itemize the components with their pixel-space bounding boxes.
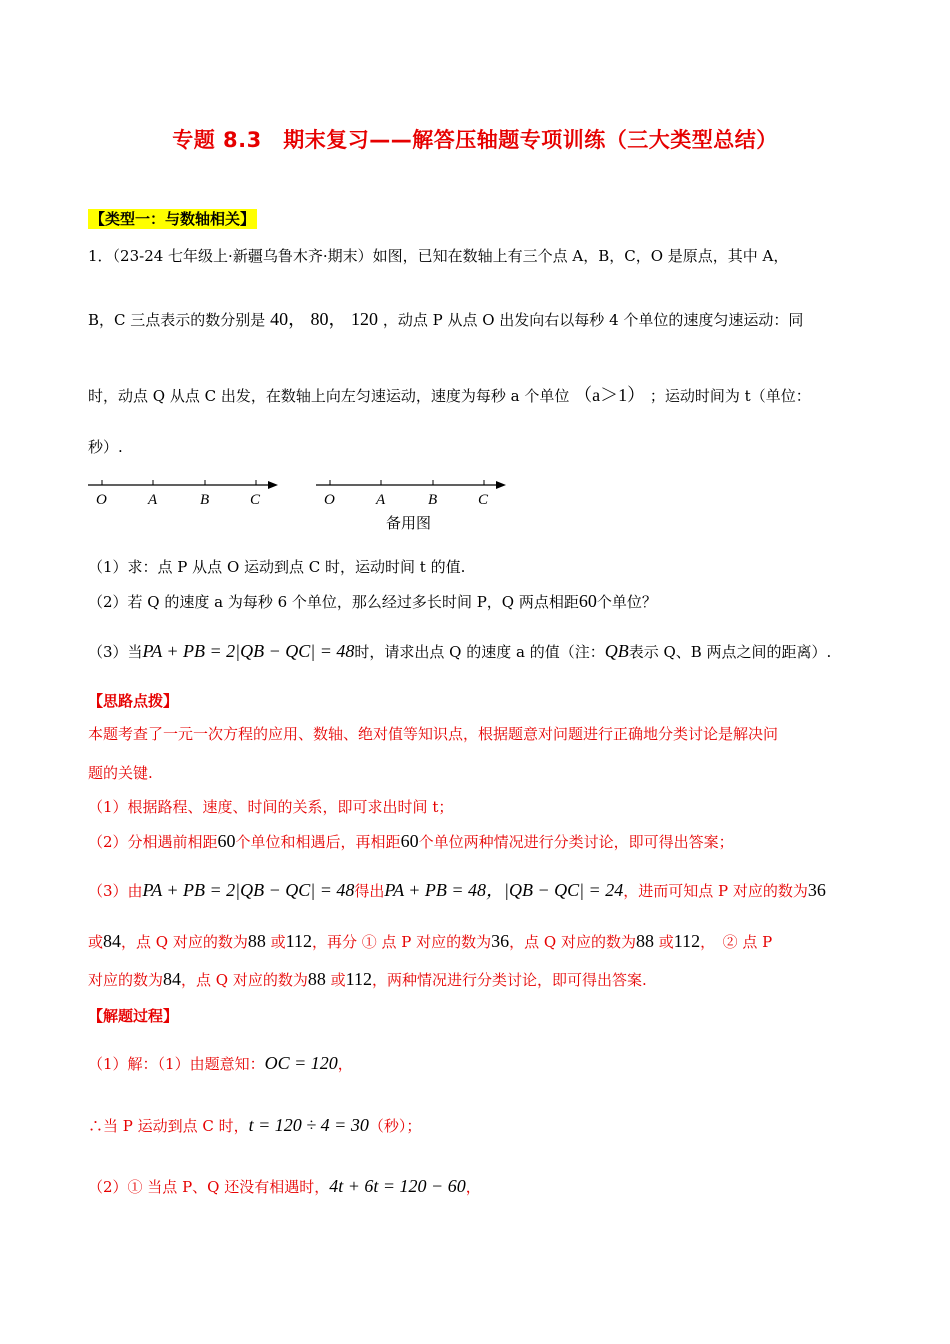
hint-value: 36	[491, 931, 510, 951]
problem-line-3	[88, 384, 811, 407]
question-value: 60	[578, 591, 597, 611]
solution-line-2	[88, 1114, 421, 1137]
hint-step-3	[88, 879, 826, 902]
problem-text: ；运动时间为 t（单位：	[649, 387, 811, 405]
problem-line-2	[88, 308, 803, 331]
hint-text: ，两种情况进行分类讨论，即可得出答案.	[371, 971, 647, 989]
figure-caption: 备用图	[386, 514, 432, 532]
hint-value: 112	[673, 931, 701, 951]
label-o: O	[96, 492, 107, 508]
hint-text: （3）由	[88, 882, 143, 900]
question-2	[88, 590, 657, 613]
number-line-figure-spare	[312, 474, 512, 510]
label-b: B	[428, 492, 438, 508]
page-title: 专题 8.3 期末复习——解答压轴题专项训练（三大类型总结）	[172, 128, 778, 152]
hint-step-1: （1）根据路程、速度、时间的关系，即可求出时间 t；	[88, 798, 454, 816]
hint-text: 个单位两种情况进行分类讨论，即可得出答案；	[418, 833, 734, 851]
solution-equation: 4t + 6t = 120 − 60	[329, 1176, 466, 1196]
solution-equation: t = 120 ÷ 4 = 30	[248, 1115, 369, 1135]
question-text: 时，请求出点 Q 的速度 a 的值（注：	[354, 643, 605, 661]
hint-value: 84	[163, 969, 182, 989]
speed-condition: （a＞1）	[574, 385, 646, 405]
hint-text: ，再分 ① 点 P 对应的数为	[311, 933, 492, 951]
hint-text: 个单位和相遇后，再相距	[235, 833, 401, 851]
hint-value: 88	[307, 969, 326, 989]
hint-text: 或	[325, 971, 346, 989]
arrow-head-icon	[496, 481, 506, 489]
solution-text: （秒）；	[368, 1117, 422, 1135]
problem-text: ，动点 P 从点 O 出发向右以每秒 4 个单位的速度匀速运动：同	[382, 311, 804, 329]
arrow-head-icon	[268, 481, 278, 489]
hint-text: ， ② 点 P	[700, 933, 773, 951]
solution-text: ，	[337, 1055, 353, 1073]
hint-text: 得出	[354, 882, 385, 900]
solution-text: ，	[465, 1178, 481, 1196]
question-term: QB	[604, 641, 629, 661]
hint-value: 88	[636, 931, 654, 951]
question-text: 个单位？	[596, 593, 657, 611]
hint-text: ，点 Q 对应的数为	[181, 971, 308, 989]
hint-text: 或	[88, 933, 104, 951]
label-b: B	[200, 492, 210, 508]
hint-text: ，点 Q 对应的数为	[509, 933, 636, 951]
hint-value: 112	[345, 969, 372, 989]
problem-values: 40， 80， 120	[270, 309, 379, 329]
hint-value: 84	[103, 931, 122, 951]
question-3	[88, 640, 831, 663]
question-1: （1）求：点 P 从点 O 运动到点 C 时，运动时间 t 的值.	[88, 558, 466, 576]
hint-value: 36	[807, 880, 826, 900]
hint-paragraph-1: 本题考查了一元一次方程的应用、数轴、绝对值等知识点，根据题意对问题进行正确地分类讨论是解决问	[88, 725, 779, 743]
hint-text: ，进而可知点 P 对应的数为	[623, 882, 808, 900]
type-header: 【类型一：与数轴相关】	[90, 210, 256, 228]
solution-text: ∴当 P 运动到点 C 时，	[88, 1117, 249, 1135]
hint-text: 对应的数为	[88, 971, 164, 989]
label-a: A	[376, 492, 386, 508]
hint-step-2	[88, 830, 734, 853]
solution-text: （1）解：（1）由题意知：	[88, 1055, 265, 1073]
hint-value: 88	[247, 931, 266, 951]
label-o: O	[324, 492, 335, 508]
problem-line-4: 秒）.	[88, 438, 123, 456]
number-line-figure	[84, 474, 284, 510]
question-text: 表示 Q、B 两点之间的距离）.	[628, 643, 832, 661]
hint-paragraph-2: 题的关键.	[88, 764, 153, 782]
hint-header: 【思路点拨】	[88, 692, 179, 710]
problem-line-1: 1．（23-24 七年级上·新疆乌鲁木齐·期末）如图，已知在数轴上有三个点 A，B，C，O 是原点，其中 A，	[88, 247, 789, 265]
type-header-line	[88, 208, 257, 230]
solution-equation: OC = 120	[264, 1053, 338, 1073]
hint-text: ，点 Q 对应的数为	[121, 933, 248, 951]
question-text: （2）若 Q 的速度 a 为每秒 6 个单位，那么经过多长时间 P，Q 两点相距	[88, 593, 579, 611]
hint-equation: PA + PB = 2|QB − QC| = 48	[142, 880, 355, 900]
hint-equation: PA + PB = 48，|QB − QC| = 24	[384, 880, 624, 900]
hint-value: 60	[400, 831, 419, 851]
label-a: A	[148, 492, 158, 508]
solution-header: 【解题过程】	[88, 1007, 179, 1025]
label-c: C	[250, 492, 261, 508]
question-equation: PA + PB = 2|QB − QC| = 48	[142, 641, 355, 661]
solution-text: （2）① 当点 P、Q 还没有相遇时，	[88, 1178, 330, 1196]
hint-step-3-cont	[88, 930, 772, 953]
label-c: C	[478, 492, 489, 508]
problem-text: 时，动点 Q 从点 C 出发，在数轴上向左匀速运动，速度为每秒 a 个单位	[88, 387, 570, 405]
question-text: （3）当	[88, 643, 143, 661]
solution-line-1	[88, 1052, 353, 1075]
hint-text: （2）分相遇前相距	[88, 833, 218, 851]
hint-text: 或	[265, 933, 286, 951]
hint-value: 60	[217, 831, 236, 851]
hint-value: 112	[285, 931, 312, 951]
solution-line-3	[88, 1175, 481, 1198]
hint-text: 或	[654, 933, 674, 951]
problem-text: B，C 三点表示的数分别是	[88, 311, 266, 329]
hint-step-3-end	[88, 968, 647, 991]
